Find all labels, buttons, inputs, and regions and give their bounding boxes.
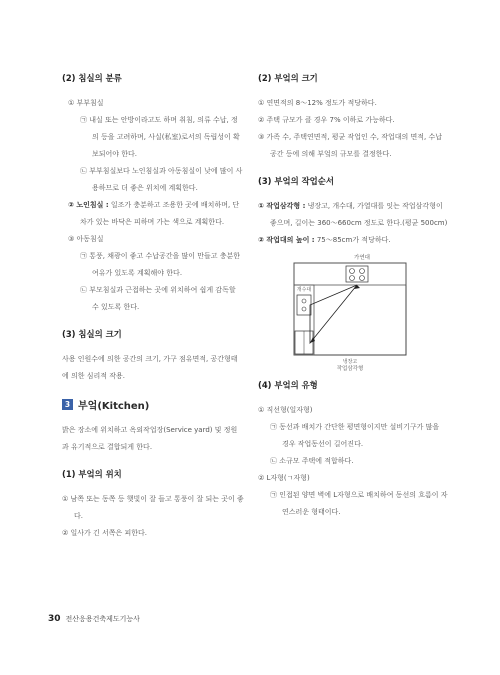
burner-icon	[360, 276, 365, 281]
diagram-label-top: 가연대	[354, 255, 370, 261]
page-number: 30	[48, 614, 61, 624]
list-item: ① 직선형(일자형)	[258, 406, 313, 414]
chapter-number-badge: 3	[62, 399, 73, 410]
sink-drain-icon	[302, 307, 306, 311]
paragraph: 사용 인원수에 의한 공간의 크기, 가구 점유면적, 공간형태에 의한 심리적 작용.	[62, 355, 238, 380]
list-item	[258, 198, 448, 232]
term-label: ② 작업대의 높이 :	[258, 236, 315, 244]
term-label: ① 작업삼각형 :	[258, 202, 306, 210]
list-item: ② 주택 규모가 클 경우 7% 이하로 가능하다.	[258, 116, 395, 124]
list-item: ① 부부침실	[68, 99, 104, 107]
chapter-heading	[62, 397, 244, 412]
sink-box	[297, 295, 311, 315]
section-heading: (1) 부엌의 위치	[62, 469, 122, 479]
diagram-label-left: 개수대	[296, 287, 312, 293]
burner-icon	[350, 276, 355, 281]
range-box	[346, 266, 368, 282]
sub-list-item: ㉡ 부부침실보다 노인침실과 아동침실이 낮에 많이 사용하므로 더 좋은 위치에 계획한다.	[80, 167, 243, 192]
list-item	[62, 197, 244, 231]
list-item: ① 남쪽 또는 동쪽 등 햇빛이 잘 들고 통풍이 잘 되는 곳이 좋다.	[62, 495, 244, 520]
term-text: 75～85cm가 적당하다.	[314, 236, 391, 244]
diagram-label-bottom: 냉장고	[342, 359, 358, 365]
sub-list-item: ㉠ 인접된 양면 벽에 L자형으로 배치하여 동선의 흐름이 자연스러운 형태이다.	[270, 491, 448, 516]
page-footer	[48, 614, 140, 624]
diagram-caption: 작업삼각형	[336, 366, 364, 371]
list-item	[258, 232, 448, 249]
burner-icon	[360, 269, 365, 274]
section-heading: (3) 부엌의 작업순서	[258, 176, 334, 186]
chapter-title: 부엌(Kitchen)	[78, 401, 150, 412]
list-item: ③ 가족 수, 주택연면적, 평균 작업인 수, 작업대의 면적, 수납공간 등에 의해 부엌의 규모를 결정한다.	[258, 133, 442, 158]
term-label: ② 노인침실 :	[68, 201, 109, 209]
sub-list-item: ㉠ 통풍, 채광이 좋고 수납공간을 많이 만들고 충분한 여유가 있도록 계획해야 한다.	[80, 252, 241, 277]
list-item: ③ 아동침실	[68, 235, 104, 243]
sink-drain-icon	[302, 299, 306, 303]
burner-icon	[350, 269, 355, 274]
book-title: 전산응용건축제도기능사	[65, 615, 140, 623]
section-heading: (2) 침실의 분류	[62, 73, 122, 83]
sub-list-item: ㉡ 소규모 주택에 적합하다.	[270, 457, 354, 465]
section-heading: (2) 부엌의 크기	[258, 73, 318, 83]
work-triangle-diagram	[290, 251, 410, 371]
sub-list-item: ㉠ 내실 또는 안방이라고도 하며 취침, 의류 수납, 정의 등을 고려하며, 사실(私室)로서의 독립성이 확보되어야 한다.	[80, 116, 240, 158]
list-item: ② L자형(ㄱ자형)	[258, 474, 310, 482]
right-column	[258, 72, 448, 521]
section-heading: (3) 침실의 크기	[62, 329, 122, 339]
left-column	[62, 72, 244, 542]
sub-list-item: ㉡ 부모침실과 근접하는 곳에 위치하여 쉽게 감독할 수 있도록 한다.	[80, 286, 236, 311]
term-text: 일조가 충분하고 조용한 곳에 배치하며, 단차가 있는 바닥은 피하며 가는 색으로 계획한다.	[80, 201, 240, 226]
term-text: 냉장고, 개수대, 가열대를 잇는 작업삼각형이 좋으며, 길이는 360～660cm 정도로 한다.(평균 500cm)	[270, 202, 448, 227]
list-item: ① 연면적의 8～12% 정도가 적당하다.	[258, 99, 377, 107]
sub-list-item: ㉠ 동선과 배치가 간단한 평면형이지만 설비기구가 많을 경우 작업동선이 길어진다.	[270, 423, 440, 448]
list-item: ② 일사가 긴 서쪽은 피한다.	[62, 529, 148, 537]
work-triangle	[310, 285, 357, 343]
section-heading: (4) 부엌의 유형	[258, 380, 318, 390]
paragraph: 밝은 장소에 위치하고 옥외작업장(Service yard) 및 정원과 유기적으로 결합되게 한다.	[62, 426, 238, 451]
